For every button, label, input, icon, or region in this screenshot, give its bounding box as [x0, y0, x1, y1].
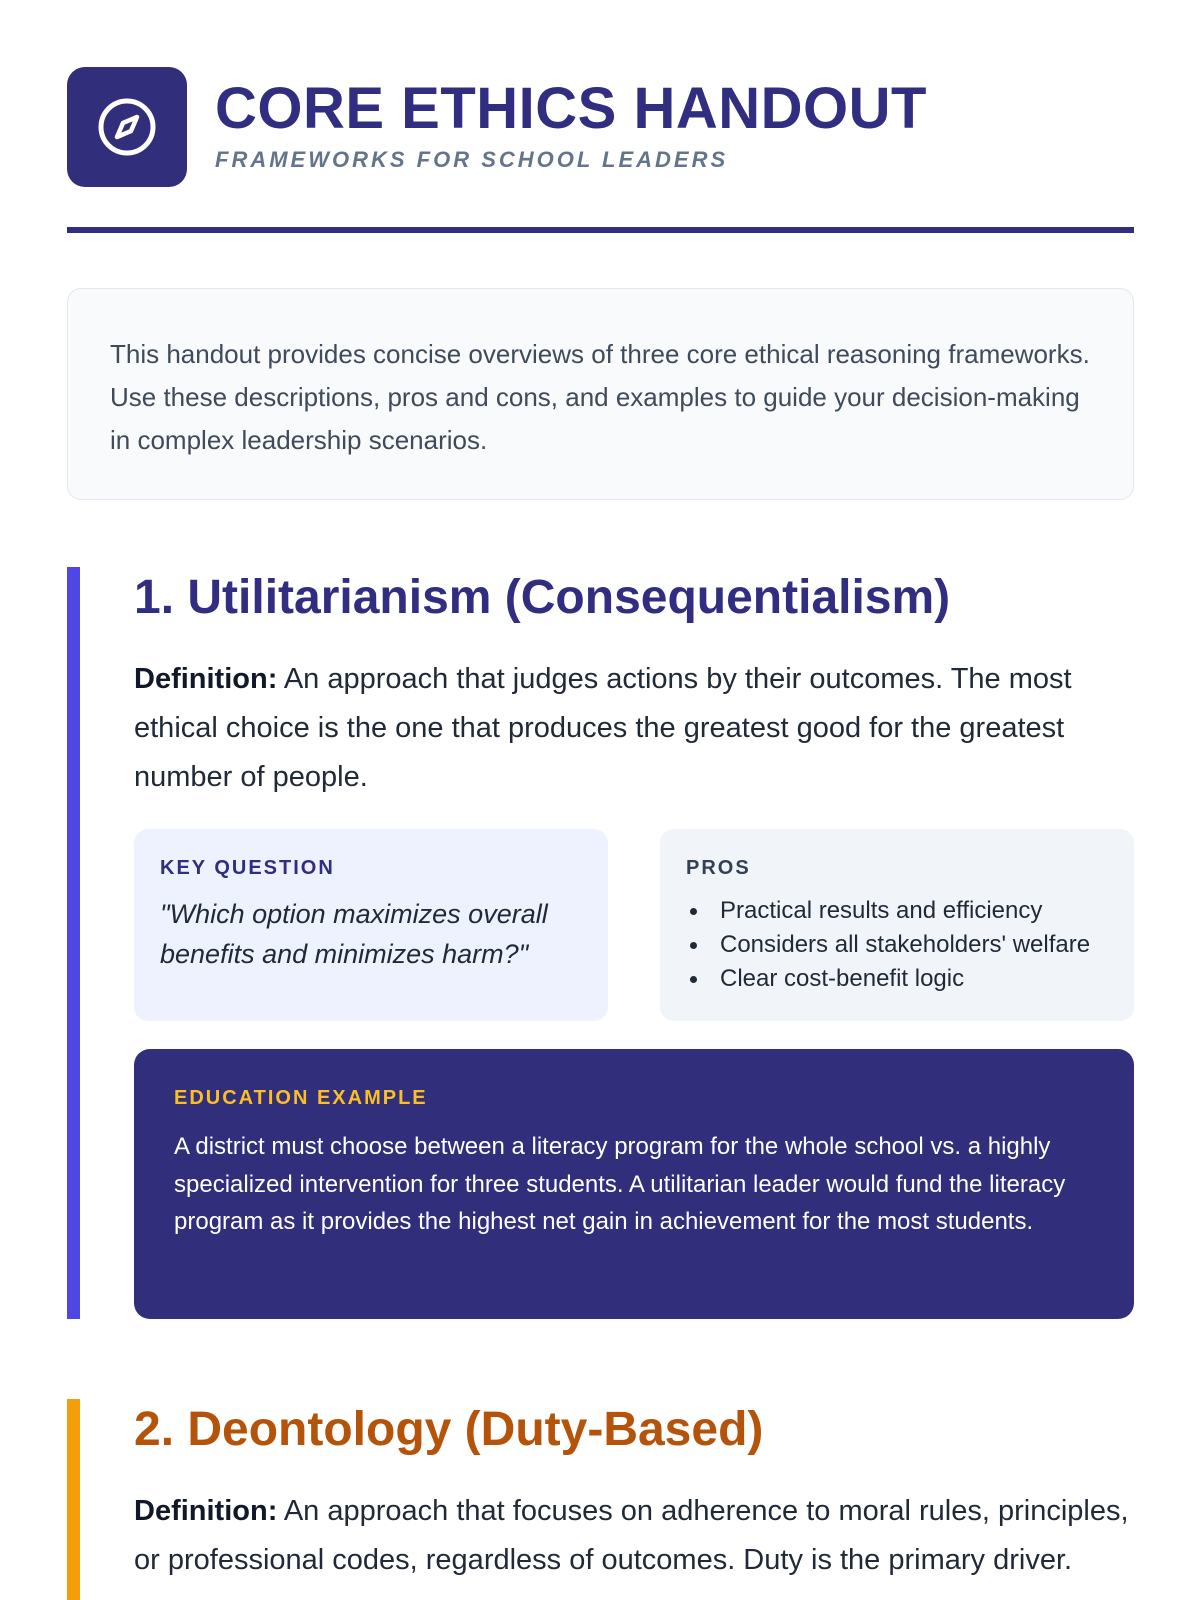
section-title: 1. Utilitarianism (Consequentialism)	[134, 571, 951, 624]
pros-item-text: Clear cost-benefit logic	[720, 965, 965, 992]
logo	[67, 67, 187, 187]
example-text: A district must choose between a literacy program for the whole school vs. a highly specialized intervention for three students. A utilitarian leader would fund the literacy program as it provides the highest net gain in achievement for the most students.	[174, 1133, 1066, 1235]
definition-label: Definition:	[134, 1495, 278, 1527]
example-label: EDUCATION EXAMPLE	[174, 1087, 428, 1109]
section-deontology	[67, 1399, 1134, 1600]
section-definition	[134, 655, 1134, 802]
intro-box	[67, 288, 1134, 500]
section-accent-bar	[67, 567, 80, 1319]
pros-list	[686, 894, 1108, 996]
pros-card	[660, 829, 1134, 1021]
section-accent-bar	[67, 1399, 80, 1600]
education-example-box	[134, 1049, 1134, 1319]
key-question-label: KEY QUESTION	[160, 857, 335, 879]
key-question-text: "Which option maximizes overall benefits and minimizes harm?"	[160, 899, 548, 969]
section-definition	[134, 1487, 1134, 1585]
page-title: CORE ETHICS HANDOUT	[215, 76, 927, 141]
header-divider	[67, 227, 1134, 233]
pros-label: PROS	[686, 857, 751, 879]
list-item	[686, 894, 1108, 928]
pros-item-text: Practical results and efficiency	[720, 897, 1043, 924]
bullet-icon	[690, 976, 697, 983]
pros-item-text: Considers all stakeholders' welfare	[720, 931, 1091, 958]
page-subtitle: FRAMEWORKS FOR SCHOOL LEADERS	[215, 147, 729, 172]
definition-text: An approach that judges actions by their outcomes. The most ethical choice is the one that produces the greatest good for the greatest number of people.	[134, 663, 1072, 793]
key-question-card	[134, 829, 608, 1021]
intro-text: This handout provides concise overviews of three core ethical reasoning frameworks. Use these descriptions, pros and cons, and examples to guide your decision-making in complex leadership scenarios.	[110, 339, 1090, 455]
bullet-icon	[690, 942, 697, 949]
compass-icon	[95, 95, 159, 159]
list-item	[686, 928, 1108, 962]
section-utilitarianism	[67, 567, 1134, 1319]
header	[67, 67, 1134, 187]
section-title: 2. Deontology (Duty-Based)	[134, 1403, 764, 1456]
list-item	[686, 962, 1108, 996]
bullet-icon	[690, 908, 697, 915]
definition-text: An approach that focuses on adherence to moral rules, principles, or professional codes, regardless of outcomes. Duty is the primary driver.	[134, 1495, 1129, 1576]
definition-label: Definition:	[134, 663, 278, 695]
